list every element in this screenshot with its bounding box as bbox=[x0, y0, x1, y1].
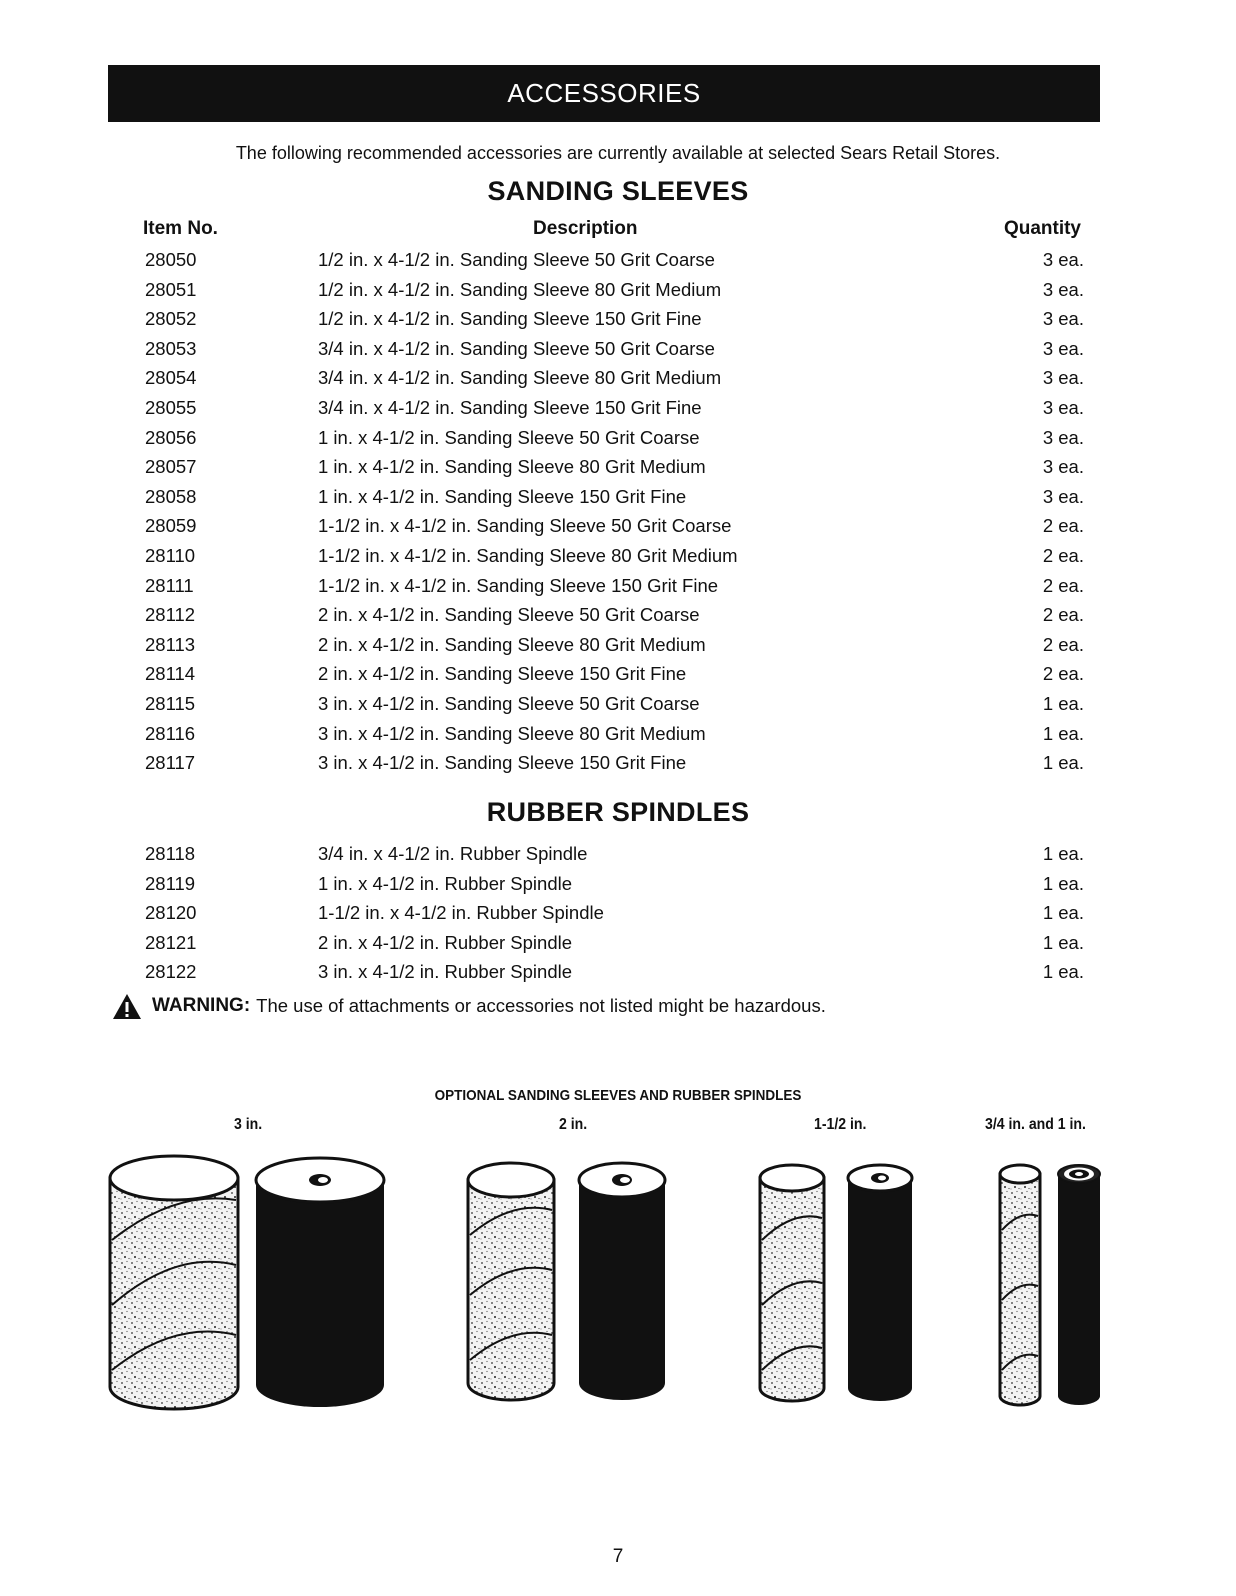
item-number: 28056 bbox=[145, 426, 197, 448]
table-row bbox=[0, 634, 1236, 664]
item-description: 1-1/2 in. x 4-1/2 in. Sanding Sleeve 50 Grit Coarse bbox=[318, 515, 732, 537]
item-quantity: 1 ea. bbox=[1042, 722, 1084, 744]
item-number: 28113 bbox=[145, 633, 196, 655]
rubber-spindle-1-1-2in bbox=[848, 1165, 912, 1401]
item-number: 28118 bbox=[145, 843, 196, 864]
item-quantity: 1 ea. bbox=[1042, 902, 1084, 924]
item-quantity: 3 ea. bbox=[1042, 456, 1084, 478]
item-description: 1 in. x 4-1/2 in. Sanding Sleeve 80 Grit Medium bbox=[318, 456, 706, 478]
size-label-1-1-2in: 1-1/2 in. bbox=[814, 1116, 867, 1133]
sleeves-and-spindles-illustration bbox=[0, 1130, 1236, 1420]
item-number: 28058 bbox=[145, 485, 197, 507]
table-row bbox=[0, 397, 1236, 427]
item-number: 28119 bbox=[145, 872, 196, 894]
size-label-3-4in-and-1in: 3/4 in. and 1 in. bbox=[985, 1116, 1086, 1133]
item-description: 3/4 in. x 4-1/2 in. Sanding Sleeve 50 Grit Coarse bbox=[318, 337, 715, 359]
item-description: 1 in. x 4-1/2 in. Sanding Sleeve 50 Grit Coarse bbox=[318, 426, 700, 448]
item-quantity: 1 ea. bbox=[1042, 872, 1084, 894]
column-header-quantity: Quantity bbox=[1003, 218, 1081, 239]
item-quantity: 3 ea. bbox=[1042, 278, 1084, 300]
sanding-sleeve-3-4in-and-1in bbox=[1000, 1165, 1040, 1405]
sanding-sleeve-3in bbox=[110, 1156, 238, 1409]
item-description: 3/4 in. x 4-1/2 in. Rubber Spindle bbox=[318, 843, 588, 864]
sanding-sleeves-title: SANDING SLEEVES bbox=[487, 176, 749, 206]
table-row bbox=[0, 932, 1236, 962]
intro-text: The following recommended accessories are currently available at selected Sears Retail Stores. bbox=[235, 143, 1001, 163]
rubber-spindle-3-4in-and-1in bbox=[1058, 1165, 1100, 1405]
item-number: 28054 bbox=[145, 367, 197, 389]
item-description: 3 in. x 4-1/2 in. Rubber Spindle bbox=[318, 961, 573, 983]
item-description: 2 in. x 4-1/2 in. Sanding Sleeve 80 Grit Medium bbox=[318, 633, 706, 655]
item-quantity: 3 ea. bbox=[1042, 367, 1084, 389]
page-number: 7 bbox=[612, 1546, 624, 1567]
rubber-spindles-title: RUBBER SPINDLES bbox=[486, 797, 750, 827]
item-description: 1 in. x 4-1/2 in. Sanding Sleeve 150 Grit Fine bbox=[318, 485, 687, 507]
table-row bbox=[0, 723, 1236, 753]
item-quantity: 2 ea. bbox=[1042, 515, 1084, 537]
size-label-2in: 2 in. bbox=[559, 1116, 588, 1133]
item-quantity: 1 ea. bbox=[1042, 843, 1084, 864]
table-row bbox=[0, 693, 1236, 723]
table-row bbox=[0, 308, 1236, 338]
item-description: 1/2 in. x 4-1/2 in. Sanding Sleeve 150 Grit Fine bbox=[318, 308, 702, 330]
item-description: 3 in. x 4-1/2 in. Sanding Sleeve 80 Grit Medium bbox=[318, 722, 706, 744]
item-number: 28053 bbox=[145, 337, 197, 359]
item-description: 3 in. x 4-1/2 in. Sanding Sleeve 150 Grit Fine bbox=[318, 752, 687, 774]
item-description: 1 in. x 4-1/2 in. Rubber Spindle bbox=[318, 872, 573, 894]
item-number: 28052 bbox=[145, 308, 197, 330]
accessories-header-bar bbox=[108, 65, 1100, 122]
item-number: 28112 bbox=[145, 604, 196, 626]
warning-notice bbox=[112, 992, 826, 1020]
table-row bbox=[0, 604, 1236, 634]
item-description: 2 in. x 4-1/2 in. Sanding Sleeve 150 Grit Fine bbox=[318, 663, 687, 685]
rubber-spindle-3in bbox=[256, 1158, 384, 1407]
item-number: 28114 bbox=[145, 663, 196, 685]
column-header-item: Item No. bbox=[143, 218, 218, 239]
item-description: 1/2 in. x 4-1/2 in. Sanding Sleeve 50 Grit Coarse bbox=[318, 249, 715, 270]
table-row bbox=[0, 961, 1236, 991]
table-row bbox=[0, 456, 1236, 486]
item-number: 28059 bbox=[145, 515, 197, 537]
item-number: 28122 bbox=[145, 961, 197, 983]
table-row bbox=[0, 427, 1236, 457]
item-quantity: 1 ea. bbox=[1042, 752, 1084, 774]
item-quantity: 2 ea. bbox=[1042, 574, 1084, 596]
item-description: 3 in. x 4-1/2 in. Sanding Sleeve 50 Grit Coarse bbox=[318, 692, 700, 714]
item-number: 28051 bbox=[145, 278, 197, 300]
page-title: ACCESSORIES bbox=[507, 78, 701, 108]
warning-triangle-icon bbox=[112, 992, 142, 1020]
item-quantity: 1 ea. bbox=[1042, 961, 1084, 983]
item-number: 28050 bbox=[145, 249, 197, 270]
item-description: 1-1/2 in. x 4-1/2 in. Sanding Sleeve 150 Grit Fine bbox=[318, 574, 719, 596]
item-number: 28055 bbox=[145, 396, 197, 418]
item-description: 2 in. x 4-1/2 in. Rubber Spindle bbox=[318, 931, 573, 953]
item-description: 3/4 in. x 4-1/2 in. Sanding Sleeve 150 Grit Fine bbox=[318, 396, 702, 418]
warning-text: The use of attachments or accessories not listed might be hazardous. bbox=[256, 995, 826, 1016]
item-number: 28111 bbox=[145, 574, 194, 596]
figure-caption: OPTIONAL SANDING SLEEVES AND RUBBER SPINDLES bbox=[434, 1087, 802, 1104]
table-row bbox=[0, 752, 1236, 782]
item-description: 3/4 in. x 4-1/2 in. Sanding Sleeve 80 Grit Medium bbox=[318, 367, 722, 389]
item-quantity: 3 ea. bbox=[1042, 249, 1084, 270]
item-number: 28116 bbox=[145, 722, 196, 744]
column-header-description: Description bbox=[533, 218, 638, 239]
item-number: 28120 bbox=[145, 902, 197, 924]
sanding-sleeve-2in bbox=[468, 1163, 554, 1400]
table-row bbox=[0, 843, 1236, 873]
item-quantity: 3 ea. bbox=[1042, 426, 1084, 448]
warning-label: WARNING: bbox=[152, 995, 251, 1016]
table-row bbox=[0, 873, 1236, 903]
item-quantity: 1 ea. bbox=[1042, 692, 1084, 714]
item-number: 28057 bbox=[145, 456, 197, 478]
table-row bbox=[0, 663, 1236, 693]
item-quantity: 3 ea. bbox=[1042, 337, 1084, 359]
sanding-sleeve-1-1-2in bbox=[760, 1165, 824, 1401]
item-description: 1-1/2 in. x 4-1/2 in. Rubber Spindle bbox=[318, 902, 604, 924]
size-label-3in: 3 in. bbox=[234, 1116, 263, 1133]
item-number: 28115 bbox=[145, 692, 196, 714]
item-quantity: 3 ea. bbox=[1042, 308, 1084, 330]
item-quantity: 1 ea. bbox=[1042, 931, 1084, 953]
item-number: 28110 bbox=[145, 544, 196, 566]
table-row bbox=[0, 279, 1236, 309]
table-row bbox=[0, 486, 1236, 516]
item-quantity: 3 ea. bbox=[1042, 396, 1084, 418]
table-row bbox=[0, 545, 1236, 575]
table-row bbox=[0, 575, 1236, 605]
table-row bbox=[0, 902, 1236, 932]
table-row bbox=[0, 367, 1236, 397]
table-row bbox=[0, 515, 1236, 545]
rubber-spindle-2in bbox=[579, 1163, 665, 1400]
item-quantity: 2 ea. bbox=[1042, 544, 1084, 566]
item-description: 1-1/2 in. x 4-1/2 in. Sanding Sleeve 80 Grit Medium bbox=[318, 544, 738, 566]
item-quantity: 2 ea. bbox=[1042, 604, 1084, 626]
sanding-sleeves-table bbox=[0, 249, 1236, 782]
item-number: 28121 bbox=[145, 931, 197, 953]
rubber-spindles-table bbox=[0, 843, 1236, 991]
item-description: 1/2 in. x 4-1/2 in. Sanding Sleeve 80 Grit Medium bbox=[318, 278, 722, 300]
item-quantity: 2 ea. bbox=[1042, 633, 1084, 655]
item-description: 2 in. x 4-1/2 in. Sanding Sleeve 50 Grit Coarse bbox=[318, 604, 700, 626]
table-row bbox=[0, 338, 1236, 368]
item-quantity: 2 ea. bbox=[1042, 663, 1084, 685]
table-row bbox=[0, 249, 1236, 279]
item-quantity: 3 ea. bbox=[1042, 485, 1084, 507]
item-number: 28117 bbox=[145, 752, 196, 774]
